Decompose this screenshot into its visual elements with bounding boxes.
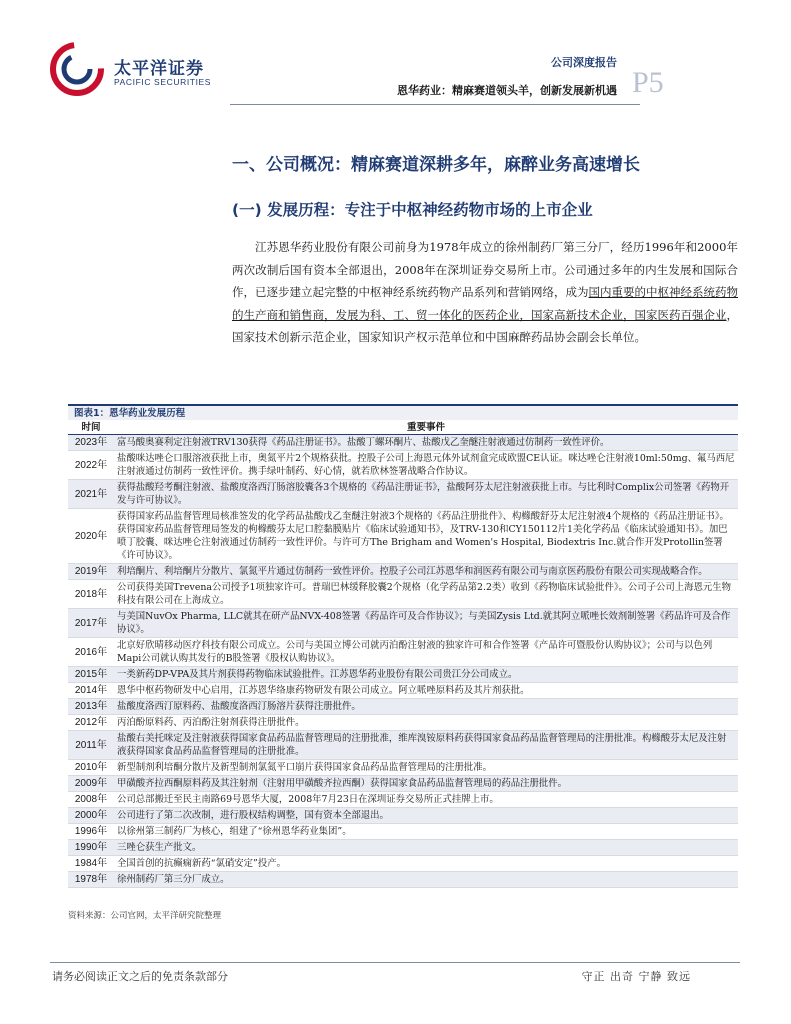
table-row (68, 715, 738, 731)
row-year: 2017年 (68, 609, 114, 638)
history-table (68, 420, 738, 888)
paragraph-text-b: ，国家技术创新示范企业，国家知识产权示范单位和中国麻醉药品协会副会长单位。 (232, 307, 738, 344)
document-subtitle: 恩华药业：精麻赛道领头羊，创新发展新机遇 (397, 84, 617, 97)
row-year: 2014年 (68, 683, 114, 699)
subsection-heading: (一) 发展历程：专注于中枢神经药物市场的上市企业 (232, 201, 593, 219)
body-paragraph (232, 236, 738, 349)
row-event: 盐酸咪达唑仑口服溶液获批上市，奥氮平片2个规格获批。控股子公司上海恩元体外试剂盒完成欧盟CE认证。咪达唑仑注射液10ml:50mg、氟马西尼注射液通过仿制药一致性评价。携手绿叶制药、好心情，就若欣林签署战略合作协议。 (114, 451, 738, 480)
row-year: 2015年 (68, 667, 114, 683)
row-event: 公司进行了第二次改制，进行股权结构调整，国有资本全部退出。 (114, 808, 738, 824)
logo-text-cn: 太平洋证券 (114, 59, 204, 79)
row-year: 2021年 (68, 480, 114, 509)
row-event: 公司总部搬迁至民主南路69号恩华大厦，2008年7月23日在深圳证券交易所正式挂牌上市。 (114, 792, 738, 808)
logo-emblem-icon (50, 42, 104, 96)
figure-source: 资料来源：公司官网，太平洋研究院整理 (68, 911, 222, 921)
row-year: 2008年 (68, 792, 114, 808)
table-row (68, 840, 738, 856)
row-year: 2016年 (68, 638, 114, 667)
table-header-row (68, 420, 738, 435)
row-year: 2009年 (68, 776, 114, 792)
row-event: 恩华中枢药物研发中心启用，江苏恩华络康药物研发有限公司成立。阿立哌唑原料药及其片剂获批。 (114, 683, 738, 699)
page-header (0, 0, 791, 112)
row-year: 2019年 (68, 564, 114, 580)
row-year: 2020年 (68, 509, 114, 564)
row-event: 全国首创的抗癫痫新药“氯硝安定”投产。 (114, 856, 738, 872)
table-row (68, 699, 738, 715)
logo-text-en: PACIFIC SECURITIES (114, 77, 212, 87)
paragraph-text-a: 江苏恩华药业股份有限公司前身为1978年成立的徐州制药厂第三分厂，经历1996年和2000年两次改制后国有资本全部退出，2008年在深圳证券交易所上市。公司通过多年的内生发展和国际合作，已逐步建立起完整的中枢神经系统药物产品系列和营销网络，成为 (232, 240, 738, 299)
table-row (68, 580, 738, 609)
row-event: 三唑仑获生产批文。 (114, 840, 738, 856)
table-row (68, 609, 738, 638)
table-row (68, 776, 738, 792)
table-row (68, 683, 738, 699)
table-row (68, 792, 738, 808)
table-row (68, 435, 738, 451)
row-event: 获得盐酸羟考酮注射液、盐酸度洛西汀肠溶胶囊各3个规格的《药品注册证书》，盐酸阿芬太尼注射液获批上市。与比利时Complix公司签署《药物开发与许可协议》。 (114, 480, 738, 509)
table-row (68, 480, 738, 509)
row-year: 1990年 (68, 840, 114, 856)
row-event: 与美国NuvOx Pharma, LLC就其在研产品NVX-408签署《药品许可及合作协议》；与美国Zysis Ltd.就其阿立哌唑长效剂制签署《药品许可及合作协议》。 (114, 609, 738, 638)
row-year: 2011年 (68, 731, 114, 760)
col-event-header: 重要事件 (114, 420, 738, 435)
page-number: P5 (632, 66, 664, 99)
row-event: 一类新药DP-VPA及其片剂获得药物临床试验批件。江苏恩华药业股份有限公司贵江分公司成立。 (114, 667, 738, 683)
col-year-header: 时间 (68, 420, 114, 435)
row-year: 2013年 (68, 699, 114, 715)
row-event: 丙泊酚原料药、丙泊酚注射剂获得注册批件。 (114, 715, 738, 731)
table-row (68, 760, 738, 776)
paragraph-underlined-text: 国内重要的中枢神经系统药物的生产商和销售商，发展为科、工、贸一体化的医药企业，国家高新技术企业，国家医药百强企业 (232, 285, 738, 322)
row-year: 2012年 (68, 715, 114, 731)
table-row (68, 564, 738, 580)
row-event: 以徐州第三制药厂为核心，组建了“徐州恩华药业集团”。 (114, 824, 738, 840)
row-event: 富马酸奥赛利定注射液TRV130获得《药品注册证书》。盐酸丁螺环酮片、盐酸戊乙奎醚注射液通过仿制药一致性评价。 (114, 435, 738, 451)
row-year: 2023年 (68, 435, 114, 451)
section-heading: 一、公司概况：精麻赛道深耕多年，麻醉业务高速增长 (232, 155, 640, 175)
row-year: 2018年 (68, 580, 114, 609)
document-type: 公司深度报告 (551, 56, 617, 69)
footer-divider (50, 962, 740, 963)
table-row (68, 638, 738, 667)
row-event: 获得国家药品监督管理局核准签发的化学药品盐酸戊乙奎醚注射液3个规格的《药品注册批件》、构橼酸舒芬太尼注射液4个规格的《药品注册证书》。获得国家药品监督管理局签发的枸橼酸芬太尼口腔黏膜贴片《临床试验通知书》，及TRV-130和CY150112片1美化学药品《临床试验通知书》。加巴喷丁胶囊、咪达唑仑注射液通过仿制药一致性评价。与许可方The Brigham and Women's Hospital, Biodextris Inc.就合作开发Protollin签署《许可协议》。 (114, 509, 738, 564)
row-event: 利培酮片、利培酮片分散片、氯氮平片通过仿制药一致性评价。控股子公司江苏恩华和润医药有限公司与南京医药股份有限公司实现战略合作。 (114, 564, 738, 580)
table-row (68, 451, 738, 480)
row-event: 北京好欣晴移动医疗科技有限公司成立。公司与美国立博公司就丙泊酚注射液的独家许可和合作签署《产品许可暨股份认购协议》；公司与以色列Mapi公司就认购其发行的B股签署《股权认购协议》。 (114, 638, 738, 667)
table-row (68, 509, 738, 564)
table-row (68, 872, 738, 888)
row-year: 2022年 (68, 451, 114, 480)
table-row (68, 856, 738, 872)
row-event: 甲磺酸齐拉西酮原料药及其注射剂（注射用甲磺酸齐拉西酮）获得国家食品药品监督管理局的药品注册批件。 (114, 776, 738, 792)
header-divider (230, 104, 640, 105)
row-event: 盐酸度洛西汀原料药、盐酸度洛西汀肠溶片获得注册批件。 (114, 699, 738, 715)
table-body (68, 435, 738, 888)
company-logo (50, 42, 230, 100)
table-row (68, 667, 738, 683)
row-event: 公司获得美国Trevena公司授予1项独家许可。普瑞巴林缓释胶囊2个规格（化学药品第2.2类）收到《药物临床试验批件》。公司子公司上海恩元生物科技有限公司在上海成立。 (114, 580, 738, 609)
row-year: 1984年 (68, 856, 114, 872)
row-event: 徐州制药厂第三分厂成立。 (114, 872, 738, 888)
table-row (68, 824, 738, 840)
row-year: 2010年 (68, 760, 114, 776)
row-year: 1996年 (68, 824, 114, 840)
table-row (68, 808, 738, 824)
footer-disclaimer: 请务必阅读正文之后的免责条款部分 (52, 970, 228, 983)
row-year: 2000年 (68, 808, 114, 824)
footer-motto: 守正 出奇 宁静 致远 (581, 970, 691, 983)
row-year: 1978年 (68, 872, 114, 888)
row-event: 盐酸右美托咪定及注射液获得国家食品药品监督管理局的注册批准，维库溴铵原料药获得国家食品药品监督管理局的注册批准。构橼酸芬太尼及注射液获得国家食品药品监督管理局的注册批准。 (114, 731, 738, 760)
figure-title: 图表1：恩华药业发展历程 (68, 404, 738, 420)
table-row (68, 731, 738, 760)
row-event: 新型制剂利培酮分散片及新型制剂氯氮平口崩片获得国家食品药品监督管理局的注册批准。 (114, 760, 738, 776)
